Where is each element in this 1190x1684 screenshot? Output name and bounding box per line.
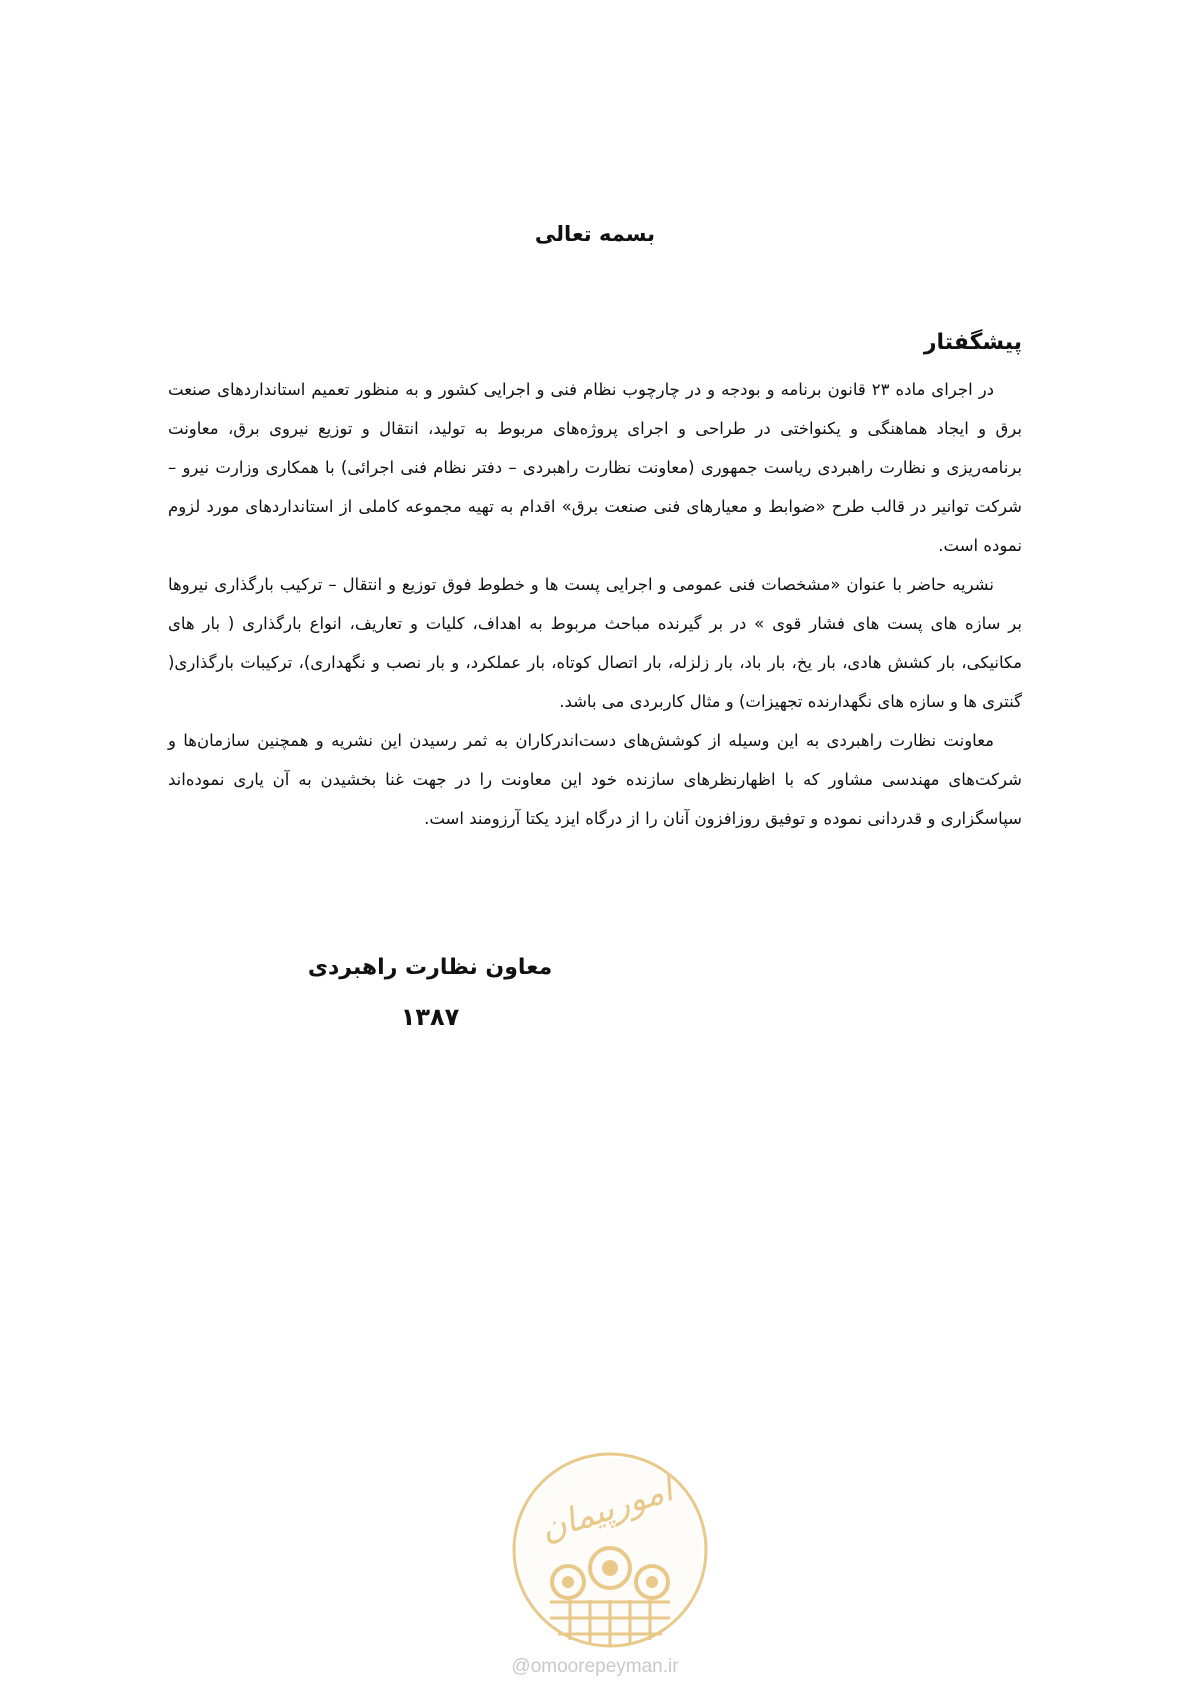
page-title: بسمه تعالی [534, 222, 656, 246]
signature-name: معاون نظارت راهبردی [307, 955, 553, 980]
watermark-url: @omoorepeyman.ir [511, 1656, 679, 1677]
paragraph-1: در اجرای ماده ۲۳ قانون برنامه و بودجه و در چارچوب نظام فنی و اجرایی کشور و به منظور تعمیم استانداردهای صنعت برق و ایجاد هماهنگی و یکنواختی در طراحی و اجرای پروژه‌های مربوط به تولید، انتقال و توزیع نیروی برق، معاونت برنامه‌ریزی و نظارت راهبردی ریاست جمهوری (معاونت نظارت راهبردی – دفتر نظام فنی اجرائی) با همکاری وزارت نیرو – شرکت توانیر در قالب طرح «ضوابط و معیارهای فنی صنعت برق» اقدام به تهیه مجموعه کاملی از استانداردهای مورد لزوم نموده است. [168, 380, 1022, 555]
paragraph-2: نشریه حاضر با عنوان «مشخصات فنی عمومی و اجرایی پست ها و خطوط فوق توزیع و انتقال – ترکیب بارگذاری نیروها بر سازه های پست های فشار قوی » در بر گیرنده مباحث مربوط به اهداف، کلیات و تعاریف، انواع بارگذاری ( بار های مکانیکی، بار کشش هادی، بار یخ، بار باد، بار زلزله، بار اتصال کوتاه، بار عملکرد، و بار نصب و نگهداری)، ترکیبات بارگذاری( گنتری ها و سازه های نگهدارنده تجهیزات) و مثال کاربردی می باشد. [168, 575, 1022, 711]
body-text [168, 370, 1022, 838]
signature-year: ۱۳۸۷ [400, 1003, 460, 1031]
section-heading: پیشگفتار [923, 330, 1022, 355]
watermark-stamp-icon [510, 1450, 710, 1650]
paragraph-3: معاونت نظارت راهبردی به این وسیله از کوشش‌های دست‌اندرکاران به ثمر رسیدن این نشریه و همچنین سازمان‌ها و شرکت‌های مهندسی مشاور که با اظهارنظرهای سازنده خود این معاونت را در جهت غنا بخشیدن به آن یاری نموده‌اند سپاسگزاری و قدردانی نموده و توفیق روزافزون آنان را از درگاه ایزد یکتا آرزومند است. [168, 731, 1022, 828]
svg-text:امورپیمان: امورپیمان [535, 1469, 678, 1550]
signature-block [300, 942, 560, 1040]
